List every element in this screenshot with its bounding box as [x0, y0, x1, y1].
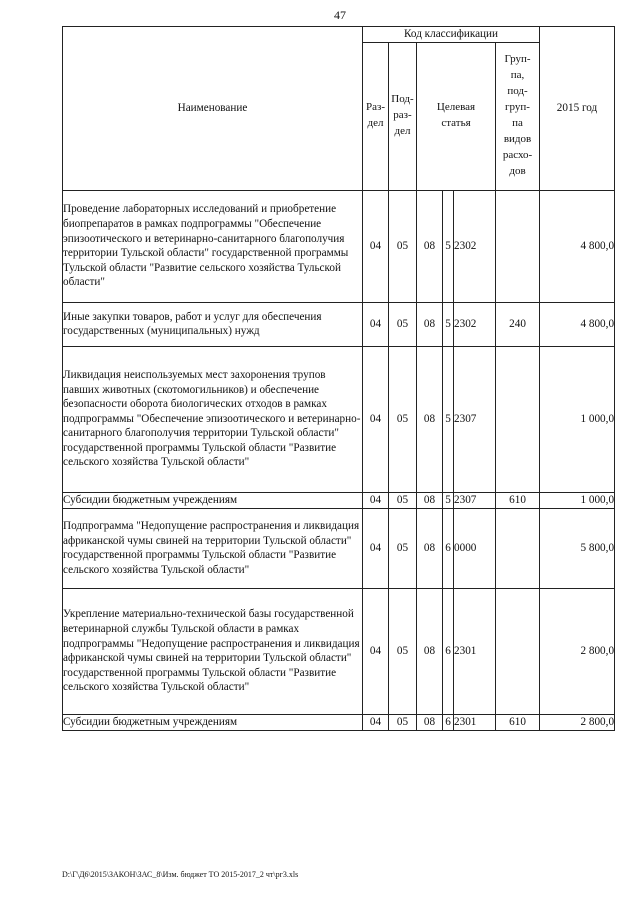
table-row — [63, 714, 615, 730]
header-year: 2015 год — [540, 27, 615, 191]
row-tselevaya-program: 08 — [417, 492, 443, 508]
row-name: Иные закупки товаров, работ и услуг для обеспечения государственных (муниципальных) нужд — [63, 302, 363, 346]
row-razdel: 04 — [363, 346, 389, 492]
header-gruppa: Груп- па, под- груп- па видов расхо- дов — [496, 42, 540, 190]
row-tselevaya-subprogram: 5 — [443, 190, 454, 302]
header-tselevaya: Целевая статья — [417, 42, 496, 190]
row-tselevaya-subprogram: 6 — [443, 508, 454, 588]
row-name: Проведение лабораторных исследований и приобретение биопрепаратов в рамках подпрограммы "Обеспечение эпизоотического и ветеринарно-санитарного благополучия территории Тульской области" государственной программы Тульской области "Развитие сельского хозяйства Тульской области" — [63, 190, 363, 302]
header-code-group: Код классификации — [363, 27, 540, 43]
row-amount: 5 800,0 — [540, 508, 615, 588]
header-podrazdel: Под- раз- дел — [389, 42, 417, 190]
row-vid-raskhodov: 240 — [496, 302, 540, 346]
row-vid-raskhodov: 610 — [496, 714, 540, 730]
row-amount: 1 000,0 — [540, 492, 615, 508]
footer-file-path: D:\Г\Д6\2015\ЗАКОН\ЗАС_8\Изм. бюджет ТО 2015-2017_2 чт\рг3.xls — [62, 870, 299, 879]
row-tselevaya-subprogram: 6 — [443, 588, 454, 714]
row-tselevaya-direction: 2302 — [454, 302, 496, 346]
row-vid-raskhodov — [496, 346, 540, 492]
row-tselevaya-program: 08 — [417, 508, 443, 588]
row-podrazdel: 05 — [389, 190, 417, 302]
table-row — [63, 346, 615, 492]
budget-table — [62, 26, 615, 731]
row-tselevaya-program: 08 — [417, 302, 443, 346]
row-podrazdel: 05 — [389, 492, 417, 508]
row-tselevaya-direction: 0000 — [454, 508, 496, 588]
row-razdel: 04 — [363, 492, 389, 508]
row-name: Подпрограмма "Недопущение распространения и ликвидация африканской чумы свиней на территории Тульской области" государственной программы Тульской области "Развитие сельского хозяйства Тульской области" — [63, 508, 363, 588]
row-razdel: 04 — [363, 302, 389, 346]
row-razdel: 04 — [363, 588, 389, 714]
table-row — [63, 302, 615, 346]
row-tselevaya-direction: 2302 — [454, 190, 496, 302]
row-podrazdel: 05 — [389, 302, 417, 346]
row-amount: 4 800,0 — [540, 302, 615, 346]
row-podrazdel: 05 — [389, 346, 417, 492]
row-amount: 4 800,0 — [540, 190, 615, 302]
header-name: Наименование — [63, 27, 363, 191]
row-amount: 2 800,0 — [540, 714, 615, 730]
row-tselevaya-subprogram: 5 — [443, 302, 454, 346]
row-vid-raskhodov — [496, 508, 540, 588]
header-razdel: Раз- дел — [363, 42, 389, 190]
table-row — [63, 588, 615, 714]
row-podrazdel: 05 — [389, 508, 417, 588]
row-amount: 2 800,0 — [540, 588, 615, 714]
row-vid-raskhodov — [496, 190, 540, 302]
row-razdel: 04 — [363, 714, 389, 730]
row-tselevaya-subprogram: 5 — [443, 346, 454, 492]
row-amount: 1 000,0 — [540, 346, 615, 492]
row-vid-raskhodov: 610 — [496, 492, 540, 508]
row-tselevaya-direction: 2301 — [454, 588, 496, 714]
row-podrazdel: 05 — [389, 714, 417, 730]
row-tselevaya-program: 08 — [417, 346, 443, 492]
row-name: Субсидии бюджетным учреждениям — [63, 714, 363, 730]
row-vid-raskhodov — [496, 588, 540, 714]
row-name: Ликвидация неиспользуемых мест захоронения трупов павших животных (скотомогильников) и обеспечение безопасности оборота биологических отходов в рамках подпрограммы "Обеспечение эпизоотического и ветеринарно-санитарного благополучия территории Тульской области" государственной программы Тульской области "Развитие сельского хозяйства Тульской области" — [63, 346, 363, 492]
row-name: Укрепление материально-технической базы государственной ветеринарной службы Тульской области в рамках подпрограммы "Недопущение распространения и ликвидация африканской чумы свиней на территории Тульской области" государственной программы Тульской области "Развитие сельского хозяйства Тульской области" — [63, 588, 363, 714]
row-razdel: 04 — [363, 190, 389, 302]
row-tselevaya-program: 08 — [417, 714, 443, 730]
row-name: Субсидии бюджетным учреждениям — [63, 492, 363, 508]
row-tselevaya-direction: 2307 — [454, 492, 496, 508]
row-tselevaya-subprogram: 6 — [443, 714, 454, 730]
row-razdel: 04 — [363, 508, 389, 588]
page-number: 47 — [334, 8, 346, 22]
row-tselevaya-program: 08 — [417, 588, 443, 714]
row-tselevaya-direction: 2301 — [454, 714, 496, 730]
row-tselevaya-direction: 2307 — [454, 346, 496, 492]
table-row — [63, 508, 615, 588]
table-row — [63, 492, 615, 508]
row-podrazdel: 05 — [389, 588, 417, 714]
row-tselevaya-subprogram: 5 — [443, 492, 454, 508]
table-row — [63, 190, 615, 302]
row-tselevaya-program: 08 — [417, 190, 443, 302]
